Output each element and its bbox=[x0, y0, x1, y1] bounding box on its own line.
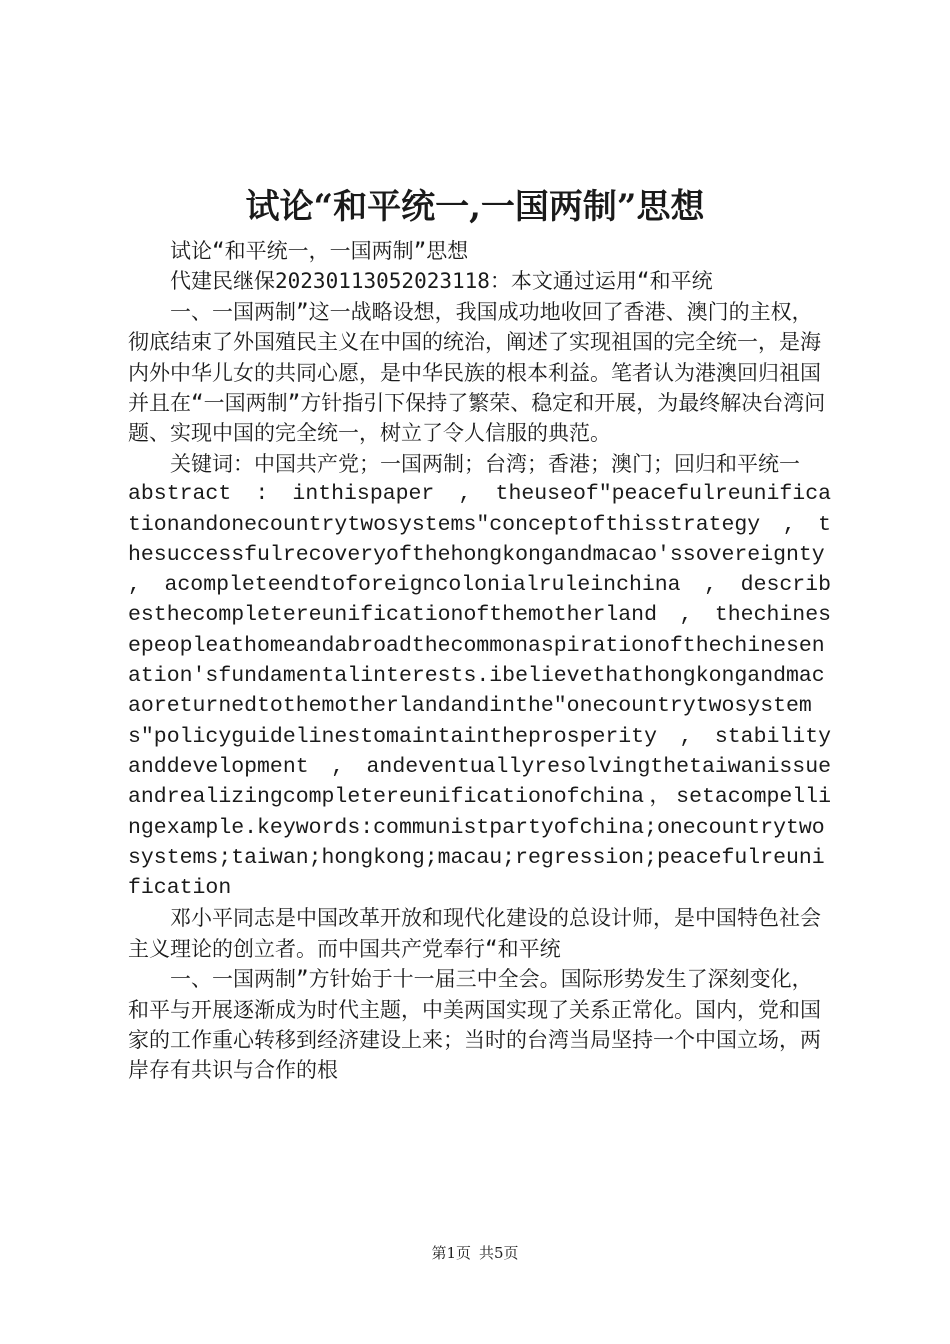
author-line-paragraph: 代建民继保20230113052023118：本文通过运用“和平统 bbox=[170, 269, 713, 294]
page-footer bbox=[0, 1242, 950, 1264]
page-total: 共5页 bbox=[479, 1244, 519, 1262]
intro-paragraph: 邓小平同志是中国改革开放和现代化建设的总设计师，是中国特色社会主义理论的创立者。而中国共产党奉行“和平统 bbox=[128, 906, 821, 961]
page-number: 第1页 bbox=[431, 1244, 471, 1262]
document-body bbox=[128, 236, 847, 1086]
history-paragraph: 一、一国两制”方针始于十一届三中全会。国际形势发生了深刻变化，和平与开展逐渐成为时代主题，中美两国实现了关系正常化。国内，党和国家的工作重心转移到经济建设上来；当时的台湾当局坚持一个中国立场，两岸存有共识与合作的根 bbox=[128, 967, 821, 1083]
abstract-paragraph: abstract : inthispaper , theuseof"peacefulreunificationandonecountrytwosystems"conceptofthisstrategy , thesuccessfulrecoveryofthehongkongandmacao'ssovereignty , acompleteendtoforeigncolonialruleinchina , describesthecompletereunificationofthemotherland , thechinesepeopleathomeandabroadthecommonaspirationofthechinesenation'sfundamentalinterests.ibelievethathongkongandmacaoreturnedtothemotherlandandinthe"onecountrytwosystems"policyguidelinestomaintaintheprosperity , stabilityanddevelopment , andeventuallyresolvingthetaiwanissueandrealizingcompletereunificationofchina，setacompellingexample.keywords:communistpartyofchina;onecountrytwosystems;taiwan;hongkong;macau;regression;peacefulreunification bbox=[128, 482, 847, 901]
document-title: 试论“和平统一,一国两制”思想 bbox=[245, 187, 705, 227]
keywords-paragraph: 关键词：中国共产党；一国两制；台湾；香港；澳门；回归和平统一 bbox=[170, 451, 800, 476]
summary-paragraph: 一、一国两制”这一战略设想，我国成功地收回了香港、澳门的主权，彻底结束了外国殖民主义在中国的统治，阐述了实现祖国的完全统一，是海内外中华儿女的共同心愿，是中华民族的根本利益。笔者认为港澳回归祖国并且在“一国两制”方针指引下保持了繁荣、稳定和开展，为最终解决台湾问题、实现中国的完全统一，树立了令人信服的典范。 bbox=[128, 299, 826, 446]
subtitle-paragraph: 试论“和平统一，一国两制”思想 bbox=[170, 239, 469, 263]
